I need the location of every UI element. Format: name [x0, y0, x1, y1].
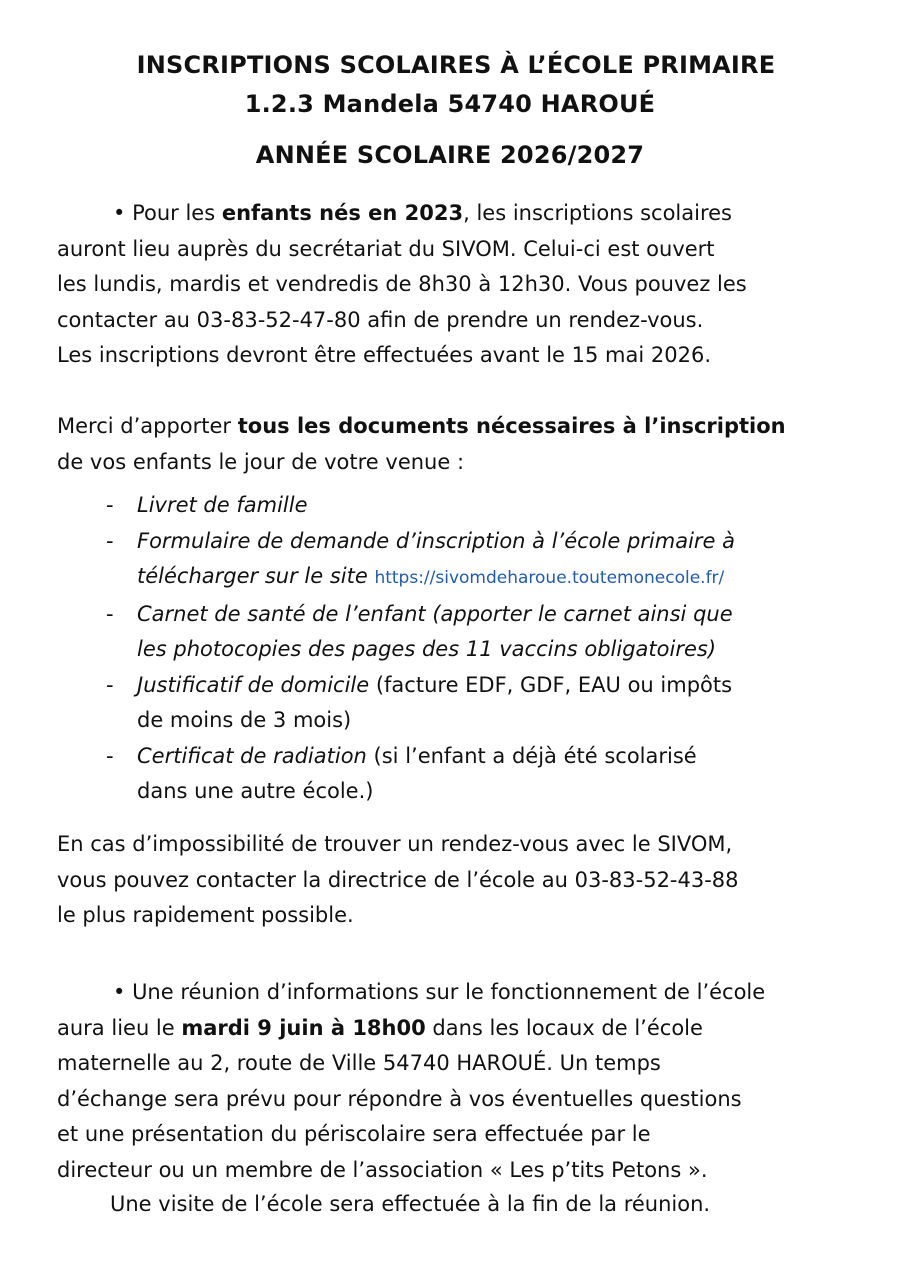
intro-paragraph [57, 196, 857, 374]
contact-paragraph: En cas d’impossibilité de trouver un rendez-vous avec le SIVOM, vous pouvez contacter la directrice de l’école au 03-83-52-43-88 le plus rapidement possible. [57, 832, 739, 927]
intro-line: les lundis, mardis et vendredis de 8h30 à 12h30. Vous pouvez les [57, 272, 747, 296]
intro-line: auront lieu auprès du secrétariat du SIVOM. Celui-ci est ouvert [57, 236, 715, 261]
list-item: - Livret de famille [106, 488, 856, 524]
list-item: - Certificat de radiation (si l’enfant a déjà été scolarisé dans une autre école.) [106, 739, 856, 810]
dash-icon: - [106, 493, 114, 517]
dash-icon: - [106, 743, 114, 768]
meeting-date: mardi 9 juin à 18h00 [181, 1015, 426, 1040]
bullet-icon: • [113, 980, 126, 1004]
intro-line: Les inscriptions devront être effectuées avant le 15 mai 2026. [57, 343, 711, 367]
intro-bold: enfants nés en 2023 [221, 201, 464, 225]
bullet-icon: • [113, 201, 126, 225]
visit-note: Une visite de l’école sera effectuée à la fin de la réunion. [110, 1192, 711, 1216]
intro-line: contacter au 03-83-52-47-80 afin de prendre un rendez-vous. [57, 307, 704, 332]
list-item: - Carnet de santé de l’enfant (apporter le carnet ainsi que les photocopies des pages des 11 vaccins obligatoires) [106, 597, 856, 668]
dash-icon: - [106, 601, 114, 626]
dash-icon: - [106, 528, 114, 553]
meeting-paragraph: • Une réunion d’informations sur le fonctionnement de l’école aura lieu le mardi 9 juin à 18h00 dans les locaux de l’école maternelle au 2, route de Ville 54740 HAROUÉ. Un temps d’échange sera prévu pour répondre à vos éventuelles questions et une présentation du périscolaire sera effectuée par le directeur ou un membre de l’association « Les p’tits Petons ». [57, 980, 766, 1182]
documents-list [106, 488, 856, 810]
documents-intro: Merci d’apporter tous les documents nécessaires à l’inscription de vos enfants le jour de votre venue : [57, 414, 786, 474]
list-item: - Justificatif de domicile (facture EDF, GDF, EAU ou impôts de moins de 3 mois) [106, 668, 856, 739]
school-year: ANNÉE SCOLAIRE 2026/2027 [255, 141, 645, 169]
page-title: INSCRIPTIONS SCOLAIRES À L’ÉCOLE PRIMAIRE [136, 51, 776, 79]
intro-line: • Pour les enfants nés en 2023, les inscriptions scolaires [113, 201, 732, 225]
dash-icon: - [106, 672, 114, 697]
school-address: 1.2.3 Mandela 54740 HAROUÉ [244, 90, 656, 118]
documents-bold: tous les documents nécessaires à l’inscription [237, 414, 786, 438]
list-item: - Formulaire de demande d’inscription à l’école primaire à télécharger sur le site https://sivomdeharoue.toutemonecole.fr/ [106, 524, 856, 597]
website-link[interactable]: https://sivomdeharoue.toutemonecole.fr/ [374, 568, 725, 588]
